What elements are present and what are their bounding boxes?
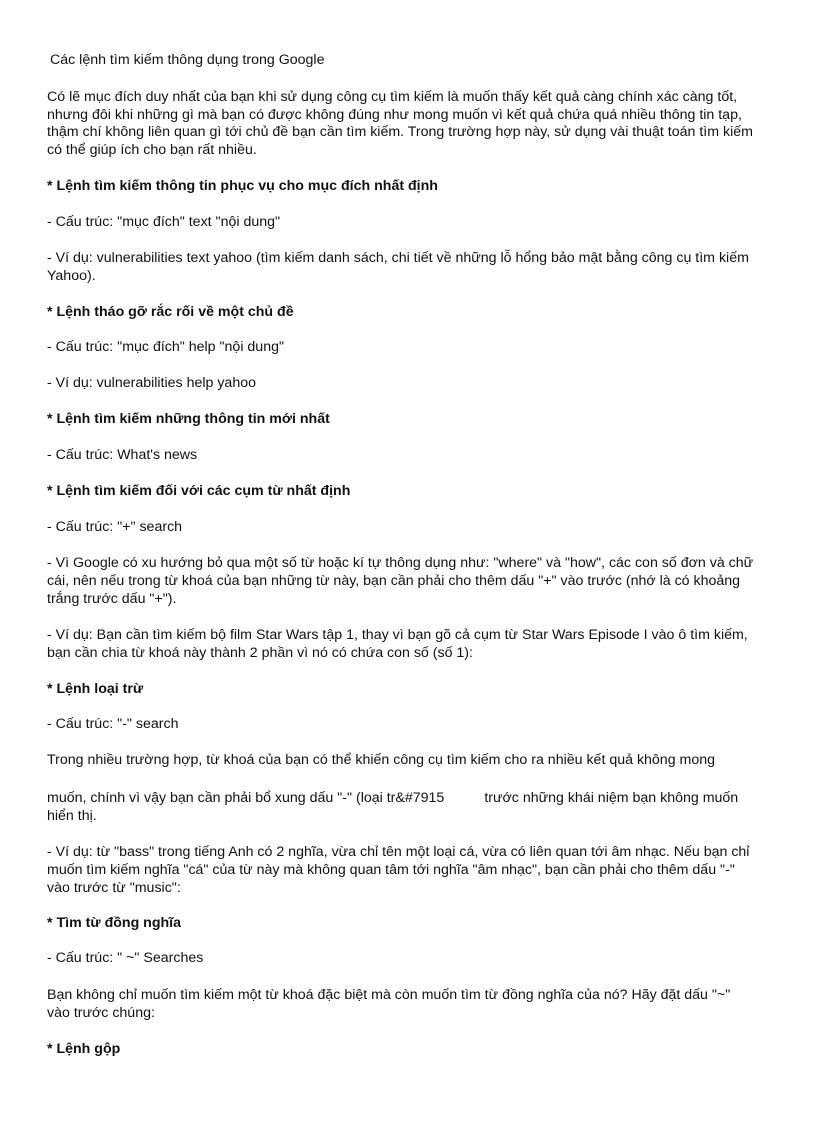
example-line: - Ví dụ: vulnerabilities text yahoo (tìm kiếm danh sách, chi tiết về những lỗ hổng bảo mật bằng công cụ tìm kiếm [47, 250, 749, 266]
example-line: - Ví dụ: từ "bass" trong tiếng Anh có 2 nghĩa, vừa chỉ tên một loại cá, vừa có liên quan tới âm nhạc. Nếu bạn chỉ [47, 844, 750, 860]
structure-line: - Cấu trúc: "+" search [47, 519, 183, 535]
example-line: muốn tìm kiếm nghĩa "cá" của từ này mà không quan tâm tới nghĩa "âm nhạc", bạn cần phải cho thêm dấu "-" [47, 862, 735, 878]
structure-line: - Cấu trúc: " ~" Searches [47, 950, 204, 966]
section-heading: * Lệnh tìm kiếm thông tin phục vụ cho mục đích nhất định [47, 178, 438, 194]
body-line: vào trước chúng: [47, 1005, 155, 1021]
section-heading: * Lệnh loại trừ [47, 681, 144, 697]
document-title: Các lệnh tìm kiếm thông dụng trong Google [50, 52, 325, 68]
body-line: hiển thị. [47, 808, 97, 824]
body-line: Bạn không chỉ muốn tìm kiếm một từ khoá đặc biệt mà còn muốn tìm từ đồng nghĩa của nó? Hãy đặt dấu "~" [47, 987, 731, 1003]
example-line: - Ví dụ: vulnerabilities help yahoo [47, 375, 256, 391]
section-heading: * Lệnh tháo gỡ rắc rối về một chủ đề [47, 304, 294, 320]
section-heading: * Lệnh gộp [47, 1041, 121, 1057]
example-line: - Ví dụ: Bạn cần tìm kiếm bộ film Star Wars tập 1, thay vì bạn gõ cả cụm từ Star Wars Episode I vào ô tìm kiếm, [47, 627, 748, 643]
example-line: Yahoo). [47, 268, 96, 284]
intro-line: nhưng đôi khi những gì mà bạn có được không đúng như mong muốn vì kết quả chứa quá nhiều thông tin tạp, [47, 107, 742, 123]
section-heading: * Tìm từ đồng nghĩa [47, 915, 182, 931]
section-heading: * Lệnh tìm kiếm đối với các cụm từ nhất định [47, 483, 351, 499]
section-heading: * Lệnh tìm kiếm những thông tin mới nhất [47, 411, 330, 427]
structure-line: - Cấu trúc: "mục đích" help "nội dung" [47, 339, 285, 355]
note-line: cái, nên nếu trong từ khoá của bạn những từ này, bạn cần phải cho thêm dấu "+" vào trước (nhớ là có khoảng [47, 573, 741, 589]
body-line: Trong nhiều trường hợp, từ khoá của bạn có thể khiến công cụ tìm kiếm cho ra nhiều kết quả không mong [47, 752, 716, 768]
example-line: bạn cần chia từ khoá này thành 2 phần vì nó có chứa con số (số 1): [47, 645, 473, 661]
intro-line: có thể giúp ích cho bạn rất nhiều. [47, 142, 257, 158]
structure-line: - Cấu trúc: What's news [47, 447, 198, 463]
example-line: vào trước từ "music": [47, 880, 181, 896]
intro-line: thậm chí không liên quan gì tới chủ đề bạn cần tìm kiếm. Trong trường hợp này, sử dụng vài thuật toán tìm kiếm [47, 124, 753, 140]
note-line: trắng trước dấu "+"). [47, 591, 177, 607]
body-line [47, 790, 782, 807]
note-line: - Vì Google có xu hướng bỏ qua một số từ hoặc kí tự thông dụng như: "where" và "how", các con số đơn và chữ [47, 555, 754, 571]
body-text: trước những khái niệm bạn không muốn [484, 790, 739, 806]
body-text: muốn, chính vì vậy bạn cần phải bổ xung dấu "-" (loại tr&#7915 [47, 790, 445, 806]
structure-line: - Cấu trúc: "-" search [47, 716, 179, 732]
intro-line: Có lẽ mục đích duy nhất của bạn khi sử dụng công cụ tìm kiếm là muốn thấy kết quả càng chính xác càng tốt, [47, 89, 738, 105]
structure-line: - Cấu trúc: "mục đích" text "nội dung" [47, 214, 281, 230]
